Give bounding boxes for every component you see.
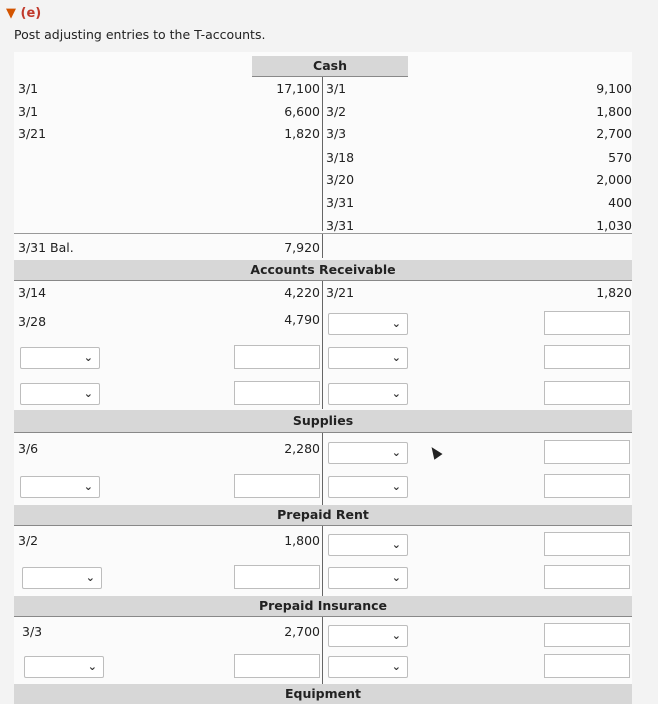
cash-credit-amount: 400: [608, 195, 632, 210]
cash-credit-date: 3/31: [326, 218, 355, 233]
prepaid-rent-credit-amount-input[interactable]: [544, 532, 630, 556]
chevron-down-icon: ⌄: [391, 480, 401, 493]
prepaid-insurance-divider: [322, 617, 323, 687]
caret-down-icon: ▼: [6, 6, 16, 21]
cash-credit-amount: 9,100: [596, 81, 632, 96]
supplies-title: Supplies: [14, 410, 632, 433]
ar-debit-amount-input[interactable]: [234, 381, 320, 405]
cash-divider: [322, 77, 323, 231]
chevron-down-icon: ⌄: [391, 351, 401, 364]
accounts-receivable-title: Accounts Receivable: [14, 260, 632, 281]
chevron-down-icon: ⌄: [85, 571, 95, 584]
prepaid-rent-debit-amount: 1,800: [284, 533, 320, 548]
prepaid-insurance-title: Prepaid Insurance: [14, 596, 632, 617]
cash-credit-amount: 570: [608, 150, 632, 165]
ar-credit-date: 3/21: [326, 285, 355, 300]
supplies-credit-amount-input[interactable]: [544, 440, 630, 464]
cash-credit-date: 3/31: [326, 195, 355, 210]
prepaid-rent-divider: [322, 526, 323, 598]
prepaid-rent-credit-date-select[interactable]: [328, 534, 408, 556]
cash-debit-amount: 1,820: [284, 126, 320, 141]
prepaid-insurance-debit-amount-input[interactable]: [234, 654, 320, 678]
ar-credit-date-select[interactable]: [328, 313, 408, 335]
section-label: (e): [20, 6, 42, 21]
chevron-down-icon: ⌄: [83, 387, 93, 400]
chevron-down-icon: ⌄: [391, 660, 401, 673]
prepaid-rent-debit-amount-input[interactable]: [234, 565, 320, 589]
cash-credit-amount: 2,700: [596, 126, 632, 141]
supplies-debit-date-select[interactable]: [20, 476, 100, 498]
prepaid-insurance-debit-amount: 2,700: [284, 624, 320, 639]
ar-debit-date: 3/14: [18, 285, 47, 300]
ar-credit-amount-input[interactable]: [544, 381, 630, 405]
ar-credit-date-select[interactable]: [328, 383, 408, 405]
prepaid-rent-debit-date: 3/2: [18, 533, 39, 548]
cash-credit-date: 3/20: [326, 172, 355, 187]
prepaid-insurance-credit-amount-input[interactable]: [544, 654, 630, 678]
prepaid-rent-title: Prepaid Rent: [14, 505, 632, 526]
cash-debit-date: 3/1: [18, 81, 39, 96]
cash-title: Cash: [252, 56, 408, 77]
supplies-divider: [322, 433, 323, 505]
cash-debit-amount: 6,600: [284, 104, 320, 119]
ar-debit-amount: 4,220: [284, 285, 320, 300]
cash-credit-amount: 2,000: [596, 172, 632, 187]
cash-debit-amount: 17,100: [276, 81, 320, 96]
cash-credit-amount: 1,800: [596, 104, 632, 119]
ar-credit-amount: 1,820: [596, 285, 632, 300]
chevron-down-icon: ⌄: [391, 446, 401, 459]
prepaid-insurance-debit-date: 3/3: [22, 624, 43, 639]
cash-balance-divider: [322, 234, 323, 258]
cash-debit-date: 3/1: [18, 104, 39, 119]
chevron-down-icon: ⌄: [83, 351, 93, 364]
prepaid-insurance-debit-date-select[interactable]: [24, 656, 104, 678]
prepaid-insurance-credit-date-select[interactable]: [328, 625, 408, 647]
ar-debit-date: 3/28: [18, 314, 47, 329]
ar-debit-amount-input[interactable]: [234, 345, 320, 369]
section-toggle[interactable]: [6, 6, 41, 21]
ar-debit-date-select[interactable]: [20, 347, 100, 369]
cash-debit-date: 3/21: [18, 126, 47, 141]
prepaid-insurance-credit-date-select[interactable]: [328, 656, 408, 678]
instruction-text: Post adjusting entries to the T-accounts.: [14, 27, 266, 42]
supplies-debit-amount: 2,280: [284, 441, 320, 456]
chevron-down-icon: ⌄: [391, 387, 401, 400]
supplies-debit-date: 3/6: [18, 441, 39, 456]
prepaid-rent-credit-date-select[interactable]: [328, 567, 408, 589]
cash-credit-date: 3/1: [326, 81, 347, 96]
supplies-credit-date-select[interactable]: [328, 442, 408, 464]
supplies-credit-date-select[interactable]: [328, 476, 408, 498]
cash-total-line: [14, 233, 632, 234]
ar-credit-amount-input[interactable]: [544, 345, 630, 369]
prepaid-rent-debit-date-select[interactable]: [22, 567, 102, 589]
cash-credit-amount: 1,030: [596, 218, 632, 233]
cash-balance-amount: 7,920: [284, 240, 320, 255]
ar-credit-date-select[interactable]: [328, 347, 408, 369]
ar-debit-date-select[interactable]: [20, 383, 100, 405]
chevron-down-icon: ⌄: [391, 538, 401, 551]
ar-credit-amount-input[interactable]: [544, 311, 630, 335]
cash-balance-label: 3/31 Bal.: [18, 240, 74, 255]
chevron-down-icon: ⌄: [391, 317, 401, 330]
ar-debit-amount: 4,790: [284, 312, 320, 327]
cash-credit-date: 3/3: [326, 126, 347, 141]
supplies-debit-amount-input[interactable]: [234, 474, 320, 498]
cash-credit-date: 3/2: [326, 104, 347, 119]
supplies-credit-amount-input[interactable]: [544, 474, 630, 498]
prepaid-rent-credit-amount-input[interactable]: [544, 565, 630, 589]
equipment-title: Equipment: [14, 684, 632, 704]
chevron-down-icon: ⌄: [391, 629, 401, 642]
cash-credit-date: 3/18: [326, 150, 355, 165]
prepaid-insurance-credit-amount-input[interactable]: [544, 623, 630, 647]
chevron-down-icon: ⌄: [391, 571, 401, 584]
chevron-down-icon: ⌄: [83, 480, 93, 493]
ar-divider: [322, 281, 323, 409]
chevron-down-icon: ⌄: [87, 660, 97, 673]
